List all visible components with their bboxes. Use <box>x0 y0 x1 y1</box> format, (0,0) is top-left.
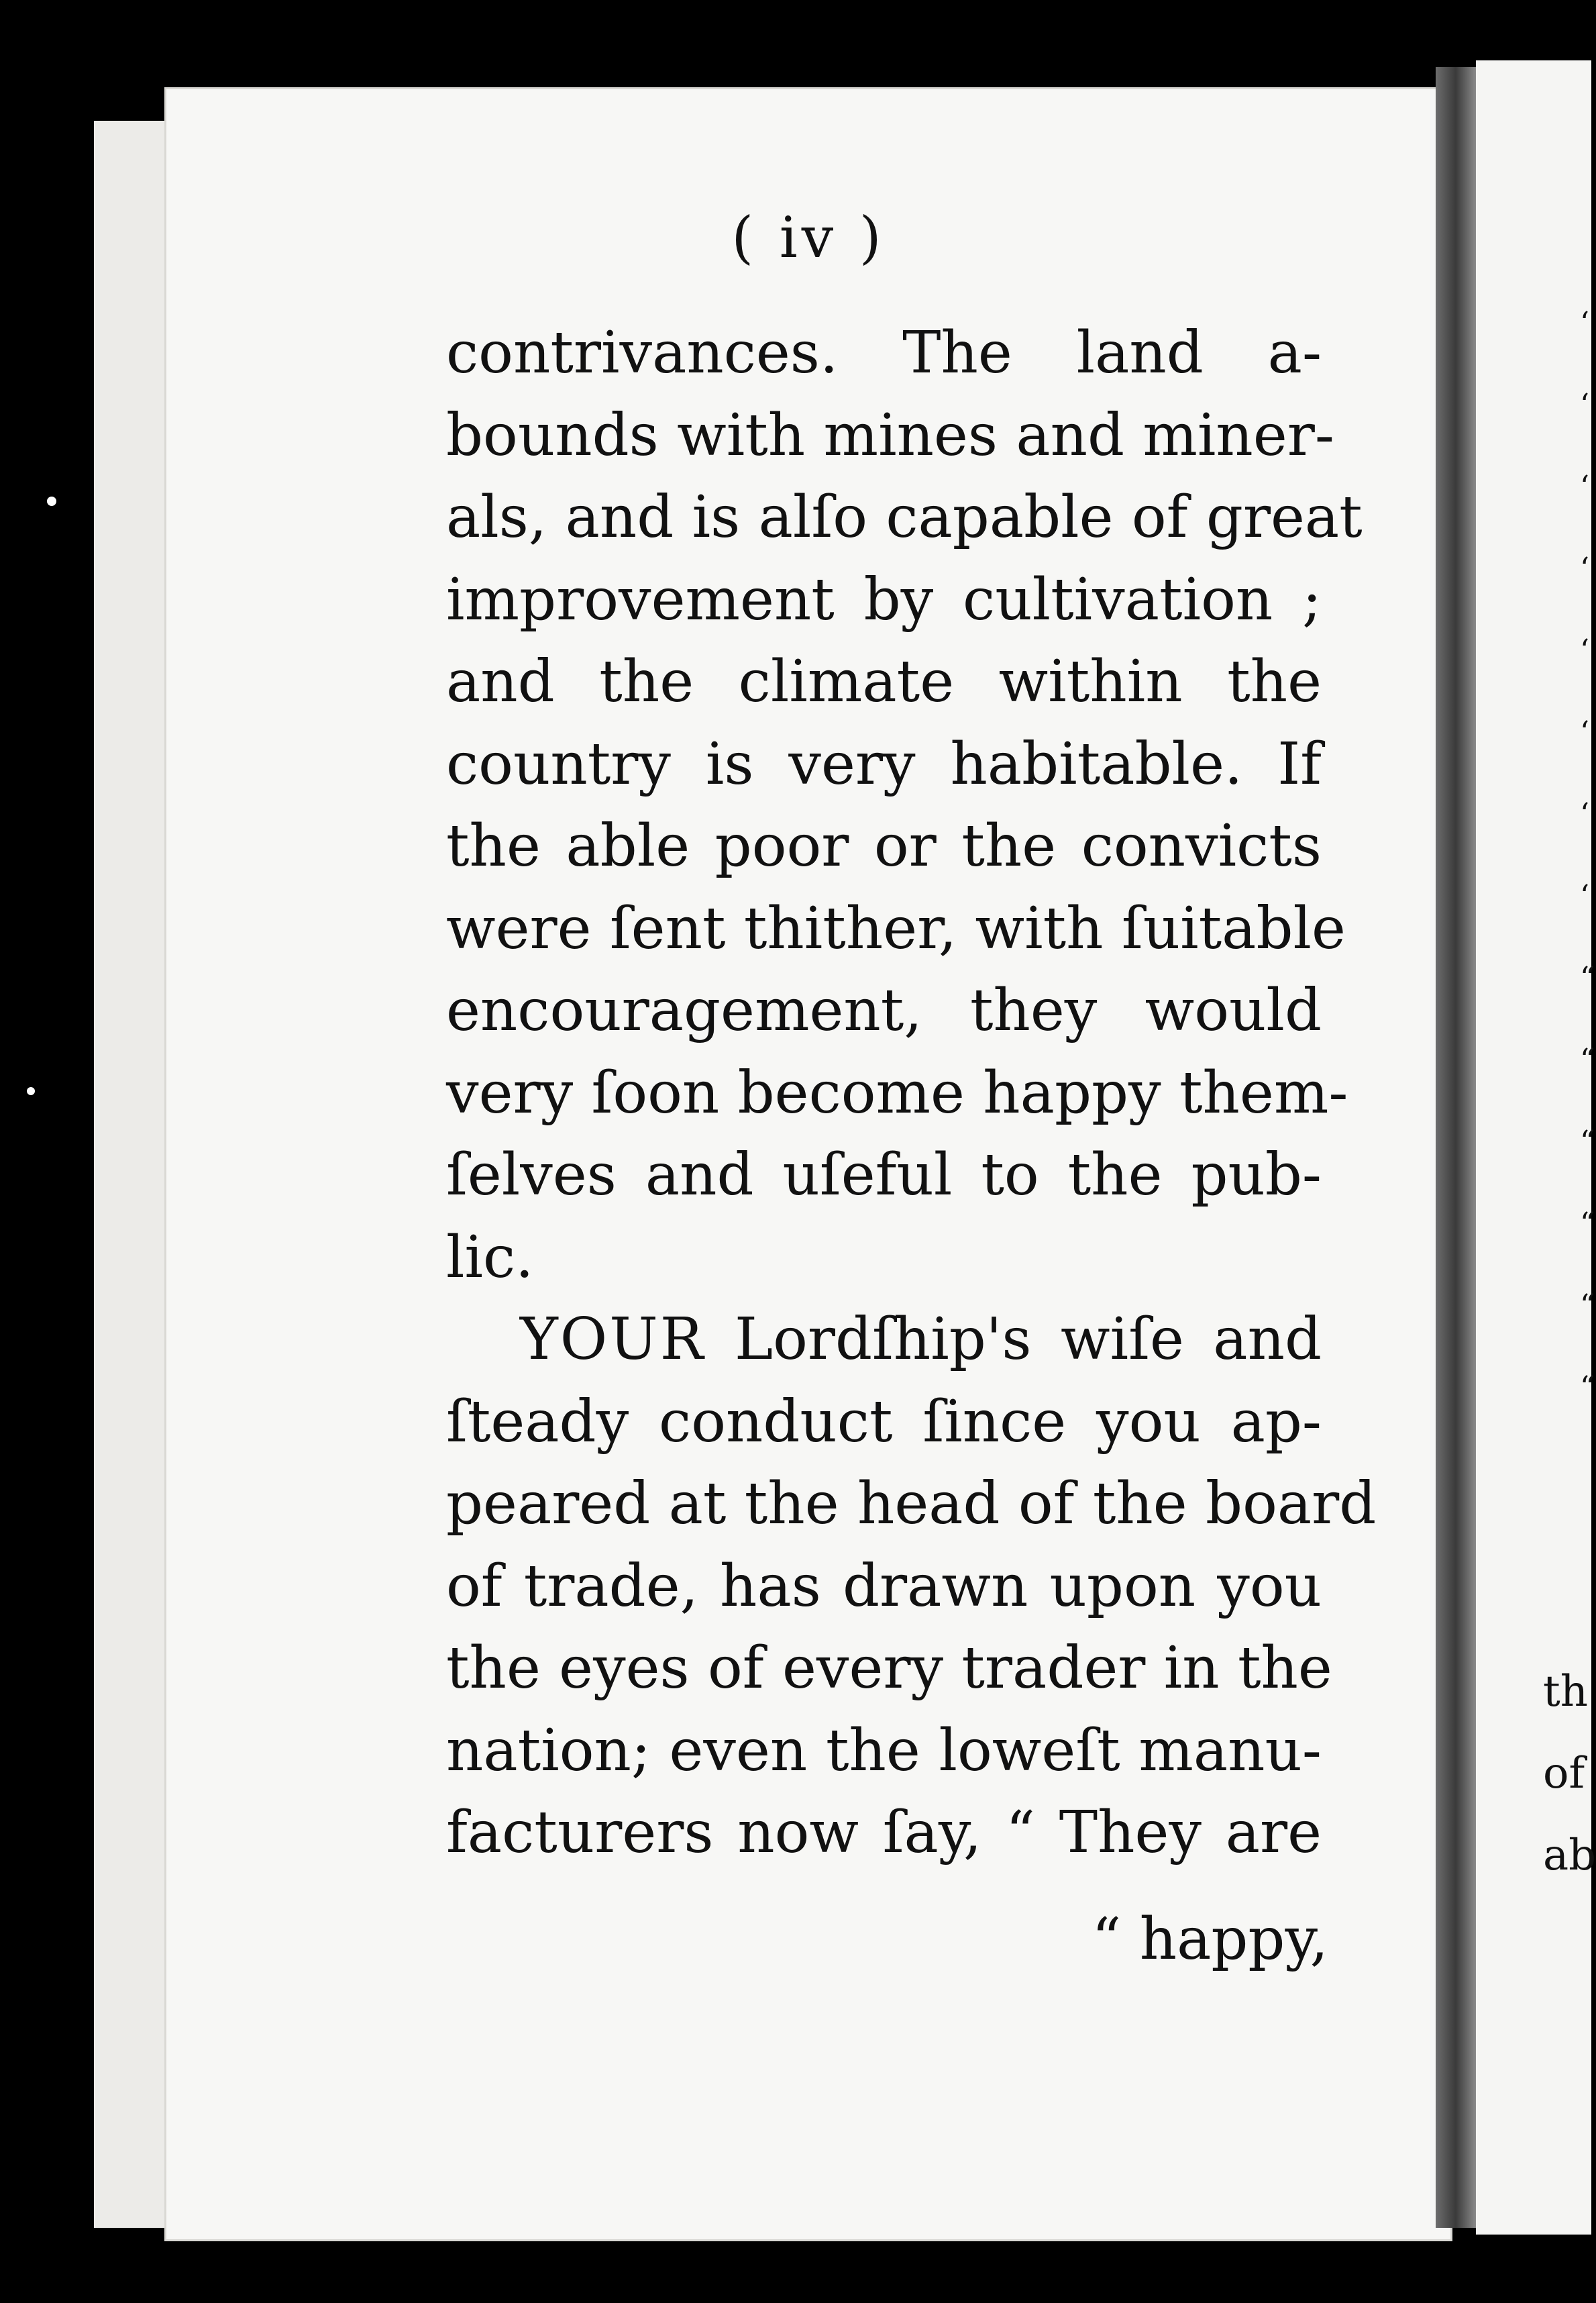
text-line: improvement by cultivation ; <box>446 566 1322 633</box>
paragraph-opening-line <box>446 1298 1322 1381</box>
facing-page-quote-mark: ‘ <box>1580 633 1589 668</box>
page-number-header: ( iv ) <box>731 205 886 270</box>
text-line: were ſent thither, with ſuitable <box>446 894 1346 962</box>
dust-speck <box>47 497 56 506</box>
facing-page-quote-mark: “ <box>1580 1043 1595 1077</box>
text-line: encouragement, they would <box>446 977 1322 1044</box>
facing-page-word-fragment: of <box>1543 1749 1585 1798</box>
text-line: contrivances. The land a- <box>446 319 1322 387</box>
facing-page-quote-mark: “ <box>1580 1125 1595 1159</box>
text-line: peared at the head of the board <box>446 1470 1377 1537</box>
facing-page-quote-mark: ‘ <box>1580 388 1589 422</box>
text-line: and the climate within the <box>446 648 1322 715</box>
facing-page-quote-mark: “ <box>1580 1370 1595 1404</box>
facing-page-word-fragment: ab <box>1543 1831 1596 1880</box>
facing-page-quote-mark: “ <box>1580 961 1595 995</box>
text-line: bounds with mines and miner- <box>446 401 1334 469</box>
book-gutter <box>1436 67 1476 2228</box>
facing-page-quote-mark: “ <box>1580 1288 1595 1323</box>
text-line: the eyes of every trader in the <box>446 1635 1332 1702</box>
facing-page-quote-mark: ‘ <box>1580 306 1589 340</box>
facing-page-word-fragment: th <box>1543 1667 1588 1717</box>
facing-page <box>1476 60 1596 2235</box>
facing-page-quote-mark: ‘ <box>1580 879 1589 913</box>
facing-page-marks <box>1580 306 1595 1455</box>
text-line: lic. <box>446 1223 534 1291</box>
facing-page-words <box>1543 1651 1596 1896</box>
facing-page-quote-mark: ‘ <box>1580 715 1589 750</box>
text-line: facturers now ſay, “ They are <box>446 1799 1322 1866</box>
text-line: country is very habitable. If <box>446 730 1322 798</box>
page-edge <box>94 121 170 2228</box>
paragraph-lead-rest: Lordſhip's wiſe and <box>734 1306 1322 1373</box>
paragraph-lead-word: YOUR <box>520 1306 706 1373</box>
text-line: nation; even the loweſt manu- <box>446 1717 1322 1784</box>
text-line: ſelves and uſeful to the pub- <box>446 1141 1322 1209</box>
catchword: “ happy, <box>1092 1906 1328 1973</box>
text-line: very ſoon become happy them- <box>446 1059 1348 1127</box>
text-line: ſteady conduct ſince you ap- <box>446 1388 1322 1455</box>
text-line: the able poor or the convicts <box>446 813 1322 880</box>
dust-speck <box>27 1087 35 1095</box>
facing-page-quote-mark: ‘ <box>1580 470 1589 504</box>
facing-page-quote-mark: “ <box>1580 1207 1595 1241</box>
facing-page-quote-mark: ‘ <box>1580 797 1589 831</box>
text-line: als, and is alſo capable of great <box>446 484 1363 551</box>
text-line: of trade, has drawn upon you <box>446 1552 1322 1620</box>
body-text <box>446 312 1377 1874</box>
facing-page-quote-mark: ‘ <box>1580 552 1589 586</box>
